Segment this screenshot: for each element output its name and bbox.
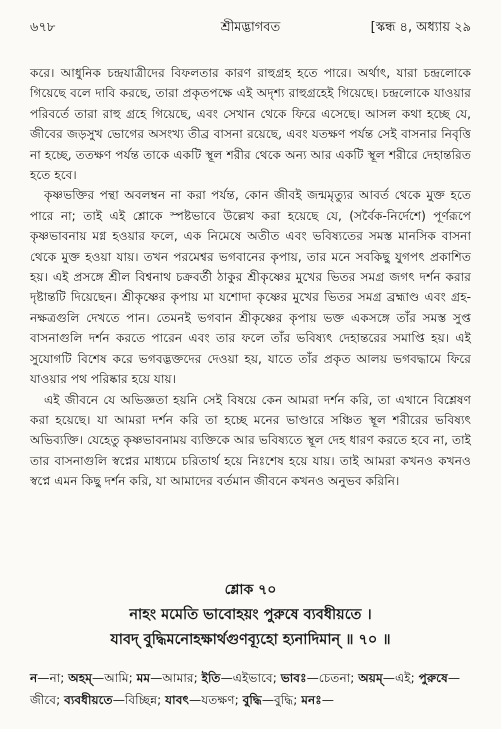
verse-label: শ্লোক ৭০ bbox=[224, 582, 277, 598]
synonym-meaning: বুদ্ধি bbox=[274, 693, 294, 707]
synonym-meaning: বিচ্ছিন্ন bbox=[124, 693, 158, 707]
synonym-meaning: জীবে bbox=[30, 693, 57, 707]
synonym-word: ব্যবধীয়তে bbox=[64, 693, 113, 707]
synonym-meaning: এই bbox=[394, 671, 411, 685]
word-for-word-synonyms: ন—না; অহম্—আমি; মম—আমার; ইতি—এইভাবে; ভাবঃ—চেতনা; অয়ম্—এই; পুরুষে—জীবে; ব্যবধীয়তে—বিচ্ছিন্ন; যাবৎ—যতক্ষণ; বুদ্ধি—বুদ্ধি; মনঃ— bbox=[30, 671, 460, 707]
purport-text bbox=[30, 63, 471, 492]
synonym-meaning: যতক্ষণ bbox=[201, 693, 235, 707]
synonym-word: অয়ম্ bbox=[358, 671, 383, 685]
synonym-word: ন bbox=[30, 671, 38, 685]
synonym-word: ইতি bbox=[201, 671, 221, 685]
synonym-meaning: চেতনা bbox=[318, 671, 351, 685]
synonym-word: অহম্ bbox=[68, 671, 92, 685]
section-reference: [স্কন্ধ ৪, অধ্যায় ২৯ bbox=[370, 20, 471, 35]
synonym-meaning: আমি bbox=[104, 671, 129, 685]
verse-line: নাহং মমেতি ভাবোহয়ং পুরুষে ব্যবধীয়তে । bbox=[129, 607, 372, 623]
synonym-meaning: না bbox=[49, 671, 61, 685]
synonym-word: বুদ্ধি bbox=[242, 693, 262, 707]
synonym-word: পুরুষে bbox=[418, 671, 448, 685]
synonym-meaning: এইভাবে bbox=[232, 671, 273, 685]
paragraph: এই জীবনে যে অভিজ্ঞতা হয়নি সেই বিষয়ে কেন আমরা দর্শন করি, তা এখানে বিশ্লেষণ করা হয়েছে। যা আমরা দর্শন করি তা হচ্ছে মনের ভাণ্ডারে সঞ্চিত স্থূল শরীরের ভবিষ্যৎ অভিব্যক্তি। যেহেতু কৃষ্ণভাবনাময় ব্যক্তিকে আর ভবিষ্যতে স্থূল দেহ ধারণ করতে হবে না, তাই তার বাসনাগুলি স্বপ্নের মাধ্যমে চরিতার্থ হয়ে নিঃশেষ হয়ে যায়। তাই আমরা কখনও কখনও স্বপ্নে এমন কিছু দর্শন করি, যা আমাদের বর্তমান জীবনে কখনও অনুভব করিনি। bbox=[30, 392, 471, 489]
page-number: ৬৭৮ bbox=[30, 20, 56, 35]
synonym-word: মম bbox=[136, 671, 151, 685]
book-title: শ্রীমদ্ভাগবত bbox=[220, 20, 281, 35]
synonym-word: মনঃ bbox=[301, 693, 322, 707]
verse-line: যাবদ্ বুদ্ধিমনোহক্ষার্থগুণব্যূহো হ্যনাদিমান্ ॥ ৭০ ॥ bbox=[110, 632, 391, 648]
paragraph: কৃষ্ণভক্তির পন্থা অবলম্বন না করা পর্যন্ত, কোন জীবই জন্মমৃত্যুর আবর্ত থেকে মুক্ত হতে পারে না; তাই এই শ্লোকে স্পষ্টভাবে উল্লেখ করা হয়েছে যে, (সর্বৈক-নির্দেশে) পূর্ণরূপে কৃষ্ণভাবনায় মগ্ন হওয়ার ফলে, এক নিমেষে অতীত এবং ভবিষ্যতের সমস্ত মানসিক বাসনা থেকে মুক্ত হওয়া যায়। তখন পরমেশ্বর ভগবানের কৃপায়, তার মনে সবকিছু যুগপৎ প্রকাশিত হয়। এই প্রসঙ্গে শ্রীল বিশ্বনাথ চক্রবর্তী ঠাকুর শ্রীকৃষ্ণের মুখের ভিতর সমগ্র জগৎ দর্শন করার দৃষ্টান্তটি দিয়েছেন। শ্রীকৃষ্ণের কৃপায় মা যশোদা কৃষ্ণের মুখের ভিতর সমগ্র ব্রহ্মাণ্ড এবং গ্রহ-নক্ষত্রগুলি দেখতে পান। তেমনই ভগবান শ্রীকৃষ্ণের কৃপায় ভক্ত একসঙ্গে তাঁর সমস্ত সুপ্ত বাসনাগুলি দর্শন করতে পারেন এবং তার ফলে তাঁর ভবিষ্যৎ দেহান্তরের সমাপ্তি হয়। এই সুযোগটি বিশেষ করে ভগবদ্ভক্তদের দেওয়া হয়, যাতে তাঁর প্রকৃত আলয় ভগবদ্ধামে ফিরে যাওয়ার পথ পরিষ্কার হয়ে যায়। bbox=[30, 188, 471, 387]
synonym-meaning: আমার bbox=[162, 671, 194, 685]
sanskrit-verse bbox=[30, 603, 471, 653]
synonym-word: ভাবঃ bbox=[280, 671, 307, 685]
synonym-word: যাবৎ bbox=[165, 693, 189, 707]
page-header bbox=[30, 18, 471, 38]
paragraph: করে। আধুনিক চন্দ্রযাত্রীদের বিফলতার কারণ রাহুগ্রহ হতে পারে। অর্থাৎ, যারা চন্দ্রলোকে গিয়েছে বলে দাবি করছে, তারা প্রকৃতপক্ষে এই অদৃশ্য রাহুগ্রহেই গিয়েছে। চন্দ্রলোকে যাওয়ার পরিবর্তে তারা রাহু গ্রহে গিয়েছে, এবং সেখান থেকে ফিরে এসেছে। আসল কথা হচ্ছে যে, জীবের জড়সুখ ভোগের অসংখ্য তীব্র বাসনা রয়েছে, এবং যতক্ষণ পর্যন্ত সেই বাসনার নিবৃত্তি না হচ্ছে, ততক্ষণ পর্যন্ত তাকে একটি স্থূল শরীর থেকে অন্য আর একটি স্থূল শরীরে দেহান্তরিত হতে হবে। bbox=[30, 66, 471, 183]
